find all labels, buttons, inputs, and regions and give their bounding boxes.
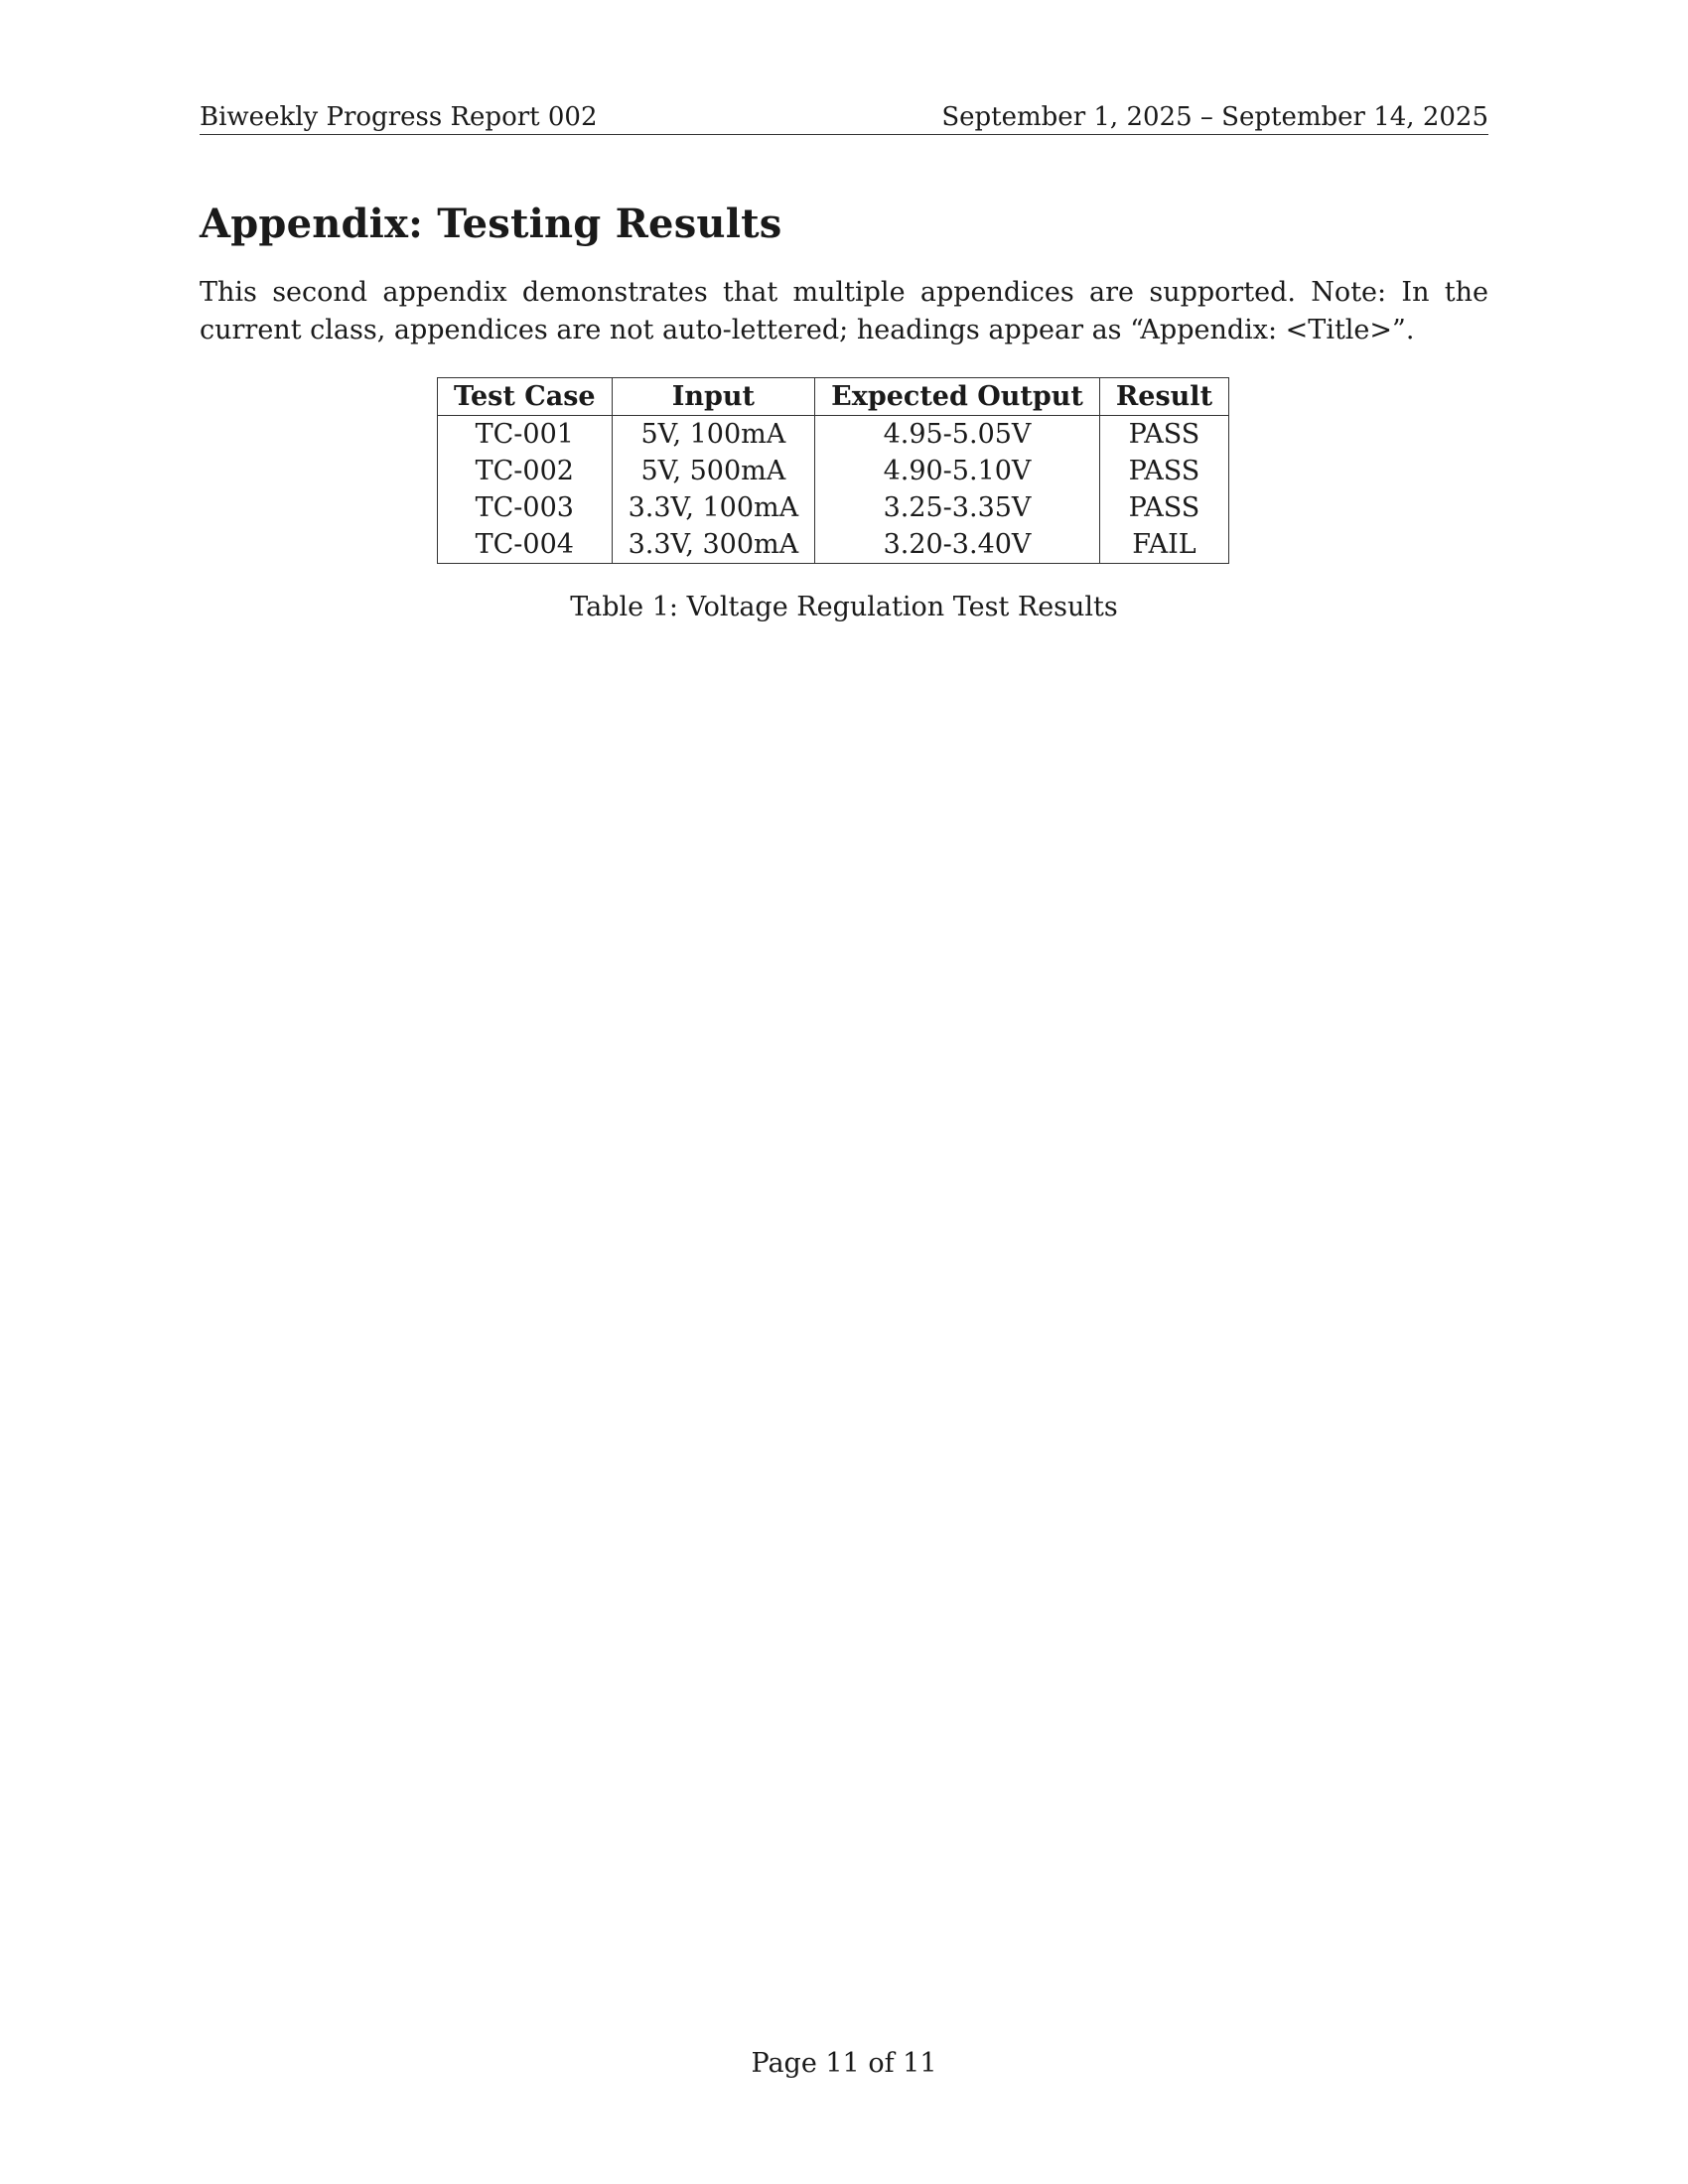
- table-cell: PASS: [1099, 416, 1228, 454]
- table-cell: 3.25-3.35V: [815, 489, 1100, 526]
- table-cell: PASS: [1099, 453, 1228, 489]
- table-cell: PASS: [1099, 489, 1228, 526]
- column-header: Test Case: [438, 378, 613, 416]
- page-number: Page 11 of 11: [751, 2048, 937, 2079]
- table-row: [438, 416, 1229, 454]
- table-cell: TC-002: [438, 453, 613, 489]
- table-cell: 4.95-5.05V: [815, 416, 1100, 454]
- table-cell: TC-004: [438, 526, 613, 564]
- table-cell: 3.3V, 300mA: [612, 526, 815, 564]
- table-cell: FAIL: [1099, 526, 1228, 564]
- table-header-row: [438, 378, 1229, 416]
- table-cell: 3.20-3.40V: [815, 526, 1100, 564]
- table-cell: 4.90-5.10V: [815, 453, 1100, 489]
- section-body: This second appendix demonstrates that multiple appendices are supported. Note: In the current class, appendices are not auto-lettered; headings appear as “Appendix: <Title>”.: [200, 277, 1488, 345]
- table-cell: 3.3V, 100mA: [612, 489, 815, 526]
- column-header: Expected Output: [815, 378, 1100, 416]
- running-header: [200, 93, 1488, 135]
- header-report-title: Biweekly Progress Report 002: [200, 102, 598, 132]
- column-header: Input: [612, 378, 815, 416]
- table-cell: TC-003: [438, 489, 613, 526]
- table-cell: 5V, 100mA: [612, 416, 815, 454]
- header-date-range: September 1, 2025 – September 14, 2025: [941, 102, 1488, 132]
- results-table: [437, 377, 1229, 564]
- table-cell: 5V, 500mA: [612, 453, 815, 489]
- table-cell: TC-001: [438, 416, 613, 454]
- table-row: [438, 453, 1229, 489]
- table-row: [438, 526, 1229, 564]
- table-caption: Table 1: Voltage Regulation Test Results: [570, 592, 1118, 622]
- column-header: Result: [1099, 378, 1228, 416]
- section-title: Appendix: Testing Results: [200, 201, 782, 247]
- results-table-container: [437, 377, 1229, 564]
- table-row: [438, 489, 1229, 526]
